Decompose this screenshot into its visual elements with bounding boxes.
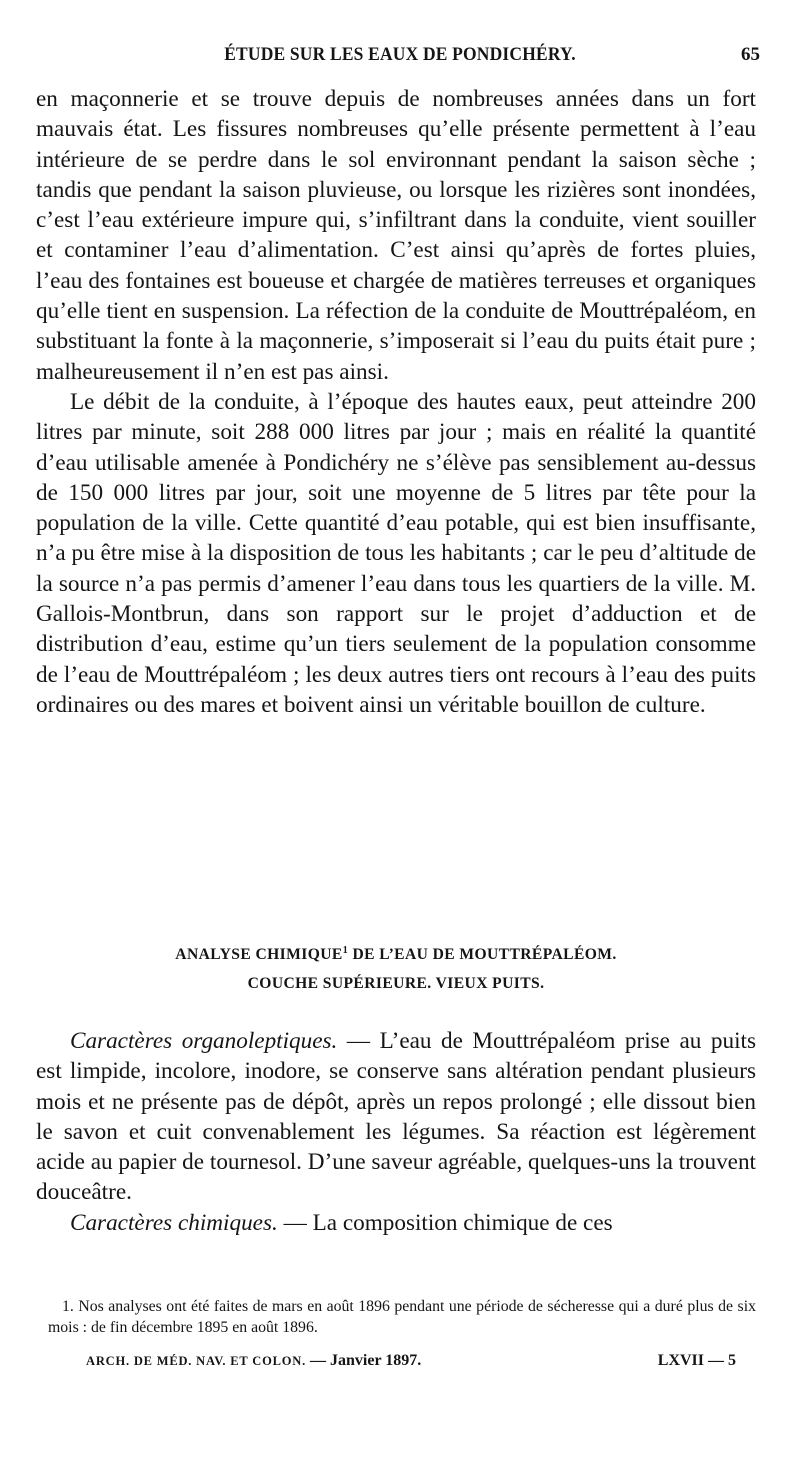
main-text xyxy=(36,84,756,720)
paragraph-chemical xyxy=(36,1208,756,1238)
footnote-paragraph xyxy=(48,1296,756,1338)
footnote-reference: 1 xyxy=(342,945,349,956)
organoleptic-label: Caractères organoleptiques. xyxy=(70,1028,338,1054)
footnote-number: 1. xyxy=(62,1298,74,1315)
section-subheading: COUCHE SUPÉRIEURE. VIEUX PUITS. xyxy=(247,975,545,993)
running-title: ÉTUDE SUR LES EAUX DE PONDICHÉRY. xyxy=(224,44,576,65)
section-heading-text: ANALYSE CHIMIQUE xyxy=(175,946,343,964)
footnote-text: Nos analyses ont été faites de mars en août 1896 pendant une période de sécheresse qui a duré plus de six mois : de fin décembre 1895 en août 1896. xyxy=(48,1298,756,1336)
journal-abbrev: ARCH. DE MÉD. NAV. ET COLON. xyxy=(86,1354,307,1368)
footer-citation xyxy=(86,1352,421,1370)
chemical-label: Caractères chimiques. xyxy=(70,1209,278,1236)
chemical-text: — La composition chimique de ces xyxy=(277,1209,613,1236)
issue-date: — Janvier 1897. xyxy=(306,1352,422,1369)
section-heading xyxy=(36,940,756,966)
footnote xyxy=(48,1296,756,1338)
paragraph-2: Le débit de la conduite, à l’époque des hautes eaux, peut atteindre 200 litres par minute, soit 288 000 litres par jour ; mais en réalité la quantité d’eau utilisable amenée à Pondichéry ne s’élève pas sensiblement au-dessus de 150 000 litres par jour, soit une moyenne de 5 litres par tête pour la population de la ville. Cette quantité d’eau potable, qui est bien insuffisante, n’a pu être mise à la disposition de tous les habitants ; car le peu d’altitude de la source n’a pas permis d’amener l’eau dans tous les quartiers de la ville. M. Gallois-Montbrun, dans son rapport sur le projet d’adduction et de distribution d’eau, estime qu’un tiers seulement de la population consomme de l’eau de Mouttrépaléom ; les deux autres tiers ont recours à l’eau des puits ordinaires ou des mares et boivent ainsi un véritable bouillon de culture. xyxy=(36,388,756,718)
section-headings xyxy=(36,940,756,995)
organoleptic-text: — L’eau de Mouttrépaléom prise au puits est limpide, incolore, inodore, se conserve sans altération pendant plusieurs mois et ne présente pas de dépôt, après un repos prolongé ; elle dissout bien le savon et cuit convenablement les légumes. Sa réaction est légèrement acide au papier de tournesol. D’une saveur agréable, quelques-uns la trouvent douceâtre. xyxy=(36,1028,756,1206)
volume-signature: LXVII — 5 xyxy=(657,1352,736,1369)
page-header xyxy=(36,44,764,74)
paragraph-1: en maçonnerie et se trouve depuis de nombreuses années dans un fort mauvais état. Les fissures nombreuses qu’elle présente permettent à l’eau intérieure de se perdre dans le sol environnant pendant la saison sèche ; tandis que pendant la saison pluvieuse, ou lorsque les rizières sont inondées, c’est l’eau extérieure impure qui, s’infiltrant dans la conduite, vient souiller et contaminer l’eau d’alimentation. C’est ainsi qu’après de fortes pluies, l’eau des fontaines est boueuse et chargée de matières terreuses et organiques qu’elle tient en suspension. La réfection de la conduite de Mouttrépaléom, en substituant la fonte à la maçonnerie, s’imposerait si l’eau du puits était pure ; malheureusement il n’en est pas ainsi. xyxy=(36,86,756,385)
section-heading-rest: DE L’EAU DE MOUTTRÉPALÉOM. xyxy=(348,946,617,964)
paragraph-organoleptic xyxy=(36,1026,756,1208)
page-footer xyxy=(86,1352,736,1376)
page-number: 65 xyxy=(741,44,760,65)
analysis-text xyxy=(36,1026,756,1238)
